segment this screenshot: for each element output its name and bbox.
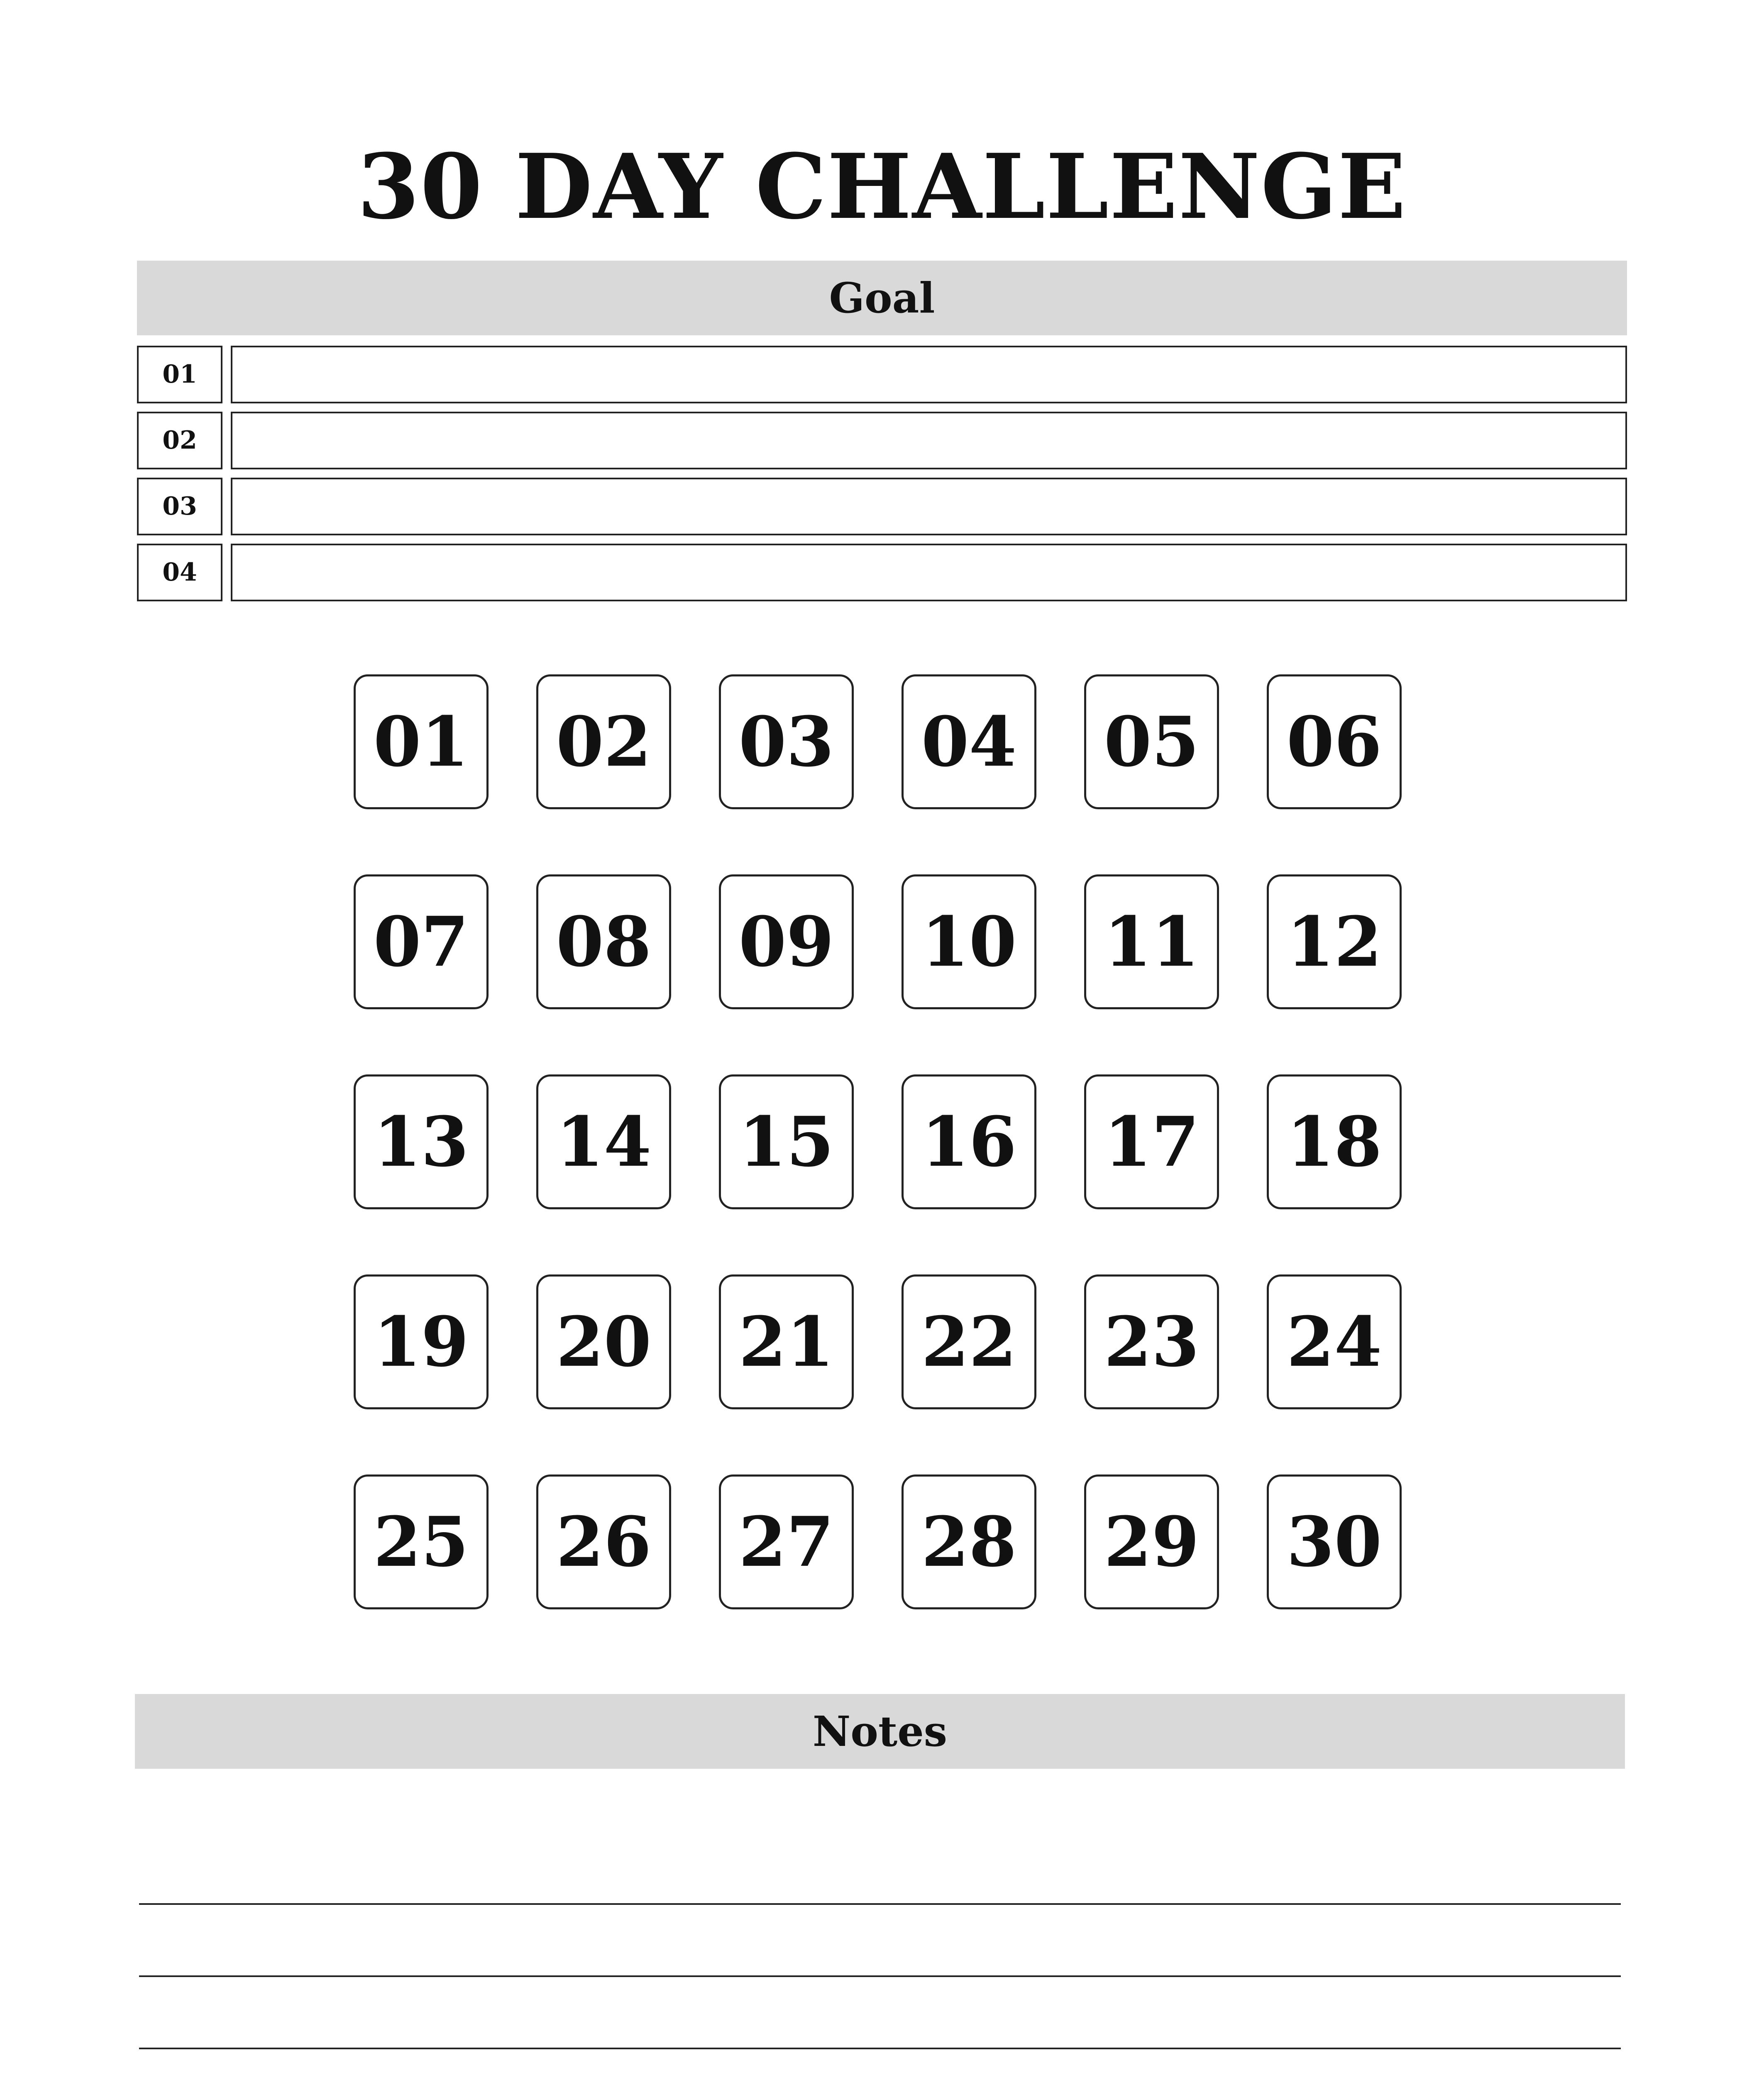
goal-number: 01: [137, 346, 222, 403]
day-box[interactable]: 26: [536, 1474, 671, 1609]
day-box[interactable]: 18: [1267, 1074, 1402, 1209]
day-box[interactable]: 12: [1267, 874, 1402, 1009]
day-box[interactable]: 17: [1084, 1074, 1219, 1209]
day-box[interactable]: 27: [719, 1474, 854, 1609]
day-row: [354, 1274, 1416, 1409]
note-line[interactable]: [139, 1833, 1621, 1905]
day-box[interactable]: 10: [902, 874, 1036, 1009]
day-box[interactable]: 13: [354, 1074, 489, 1209]
day-box[interactable]: 22: [902, 1274, 1036, 1409]
goal-number: 02: [137, 412, 222, 469]
day-row: [354, 874, 1416, 1009]
day-box[interactable]: 11: [1084, 874, 1219, 1009]
day-box[interactable]: 15: [719, 1074, 854, 1209]
day-box[interactable]: 07: [354, 874, 489, 1009]
goal-input[interactable]: [231, 412, 1627, 469]
day-row: [354, 1474, 1416, 1609]
page-title: 30 DAY CHALLENGE: [357, 134, 1407, 239]
note-line[interactable]: [139, 1978, 1621, 2049]
day-box[interactable]: 30: [1267, 1474, 1402, 1609]
goal-number: 03: [137, 478, 222, 535]
day-box[interactable]: 02: [536, 674, 671, 809]
day-box[interactable]: 05: [1084, 674, 1219, 809]
day-box[interactable]: 19: [354, 1274, 489, 1409]
day-box[interactable]: 24: [1267, 1274, 1402, 1409]
day-box[interactable]: 08: [536, 874, 671, 1009]
day-box[interactable]: 03: [719, 674, 854, 809]
goal-input[interactable]: [231, 346, 1627, 403]
day-box[interactable]: 25: [354, 1474, 489, 1609]
day-row: [354, 1074, 1416, 1209]
day-box[interactable]: 14: [536, 1074, 671, 1209]
goal-row: [137, 544, 1627, 603]
notes-header: Notes: [135, 1694, 1625, 1769]
day-grid: [354, 674, 1416, 1675]
goal-row: [137, 478, 1627, 537]
note-line[interactable]: [139, 1906, 1621, 1977]
note-line[interactable]: [139, 2050, 1621, 2075]
goal-input[interactable]: [231, 478, 1627, 535]
goal-row: [137, 412, 1627, 471]
notes-lines: [139, 1833, 1621, 2075]
goal-input[interactable]: [231, 544, 1627, 601]
day-box[interactable]: 01: [354, 674, 489, 809]
goal-list: [137, 346, 1627, 610]
day-box[interactable]: 09: [719, 874, 854, 1009]
day-box[interactable]: 21: [719, 1274, 854, 1409]
day-box[interactable]: 06: [1267, 674, 1402, 809]
day-row: [354, 674, 1416, 809]
goal-row: [137, 346, 1627, 405]
day-box[interactable]: 28: [902, 1474, 1036, 1609]
day-box[interactable]: 16: [902, 1074, 1036, 1209]
day-box[interactable]: 29: [1084, 1474, 1219, 1609]
day-box[interactable]: 04: [902, 674, 1036, 809]
goal-number: 04: [137, 544, 222, 601]
day-box[interactable]: 23: [1084, 1274, 1219, 1409]
day-box[interactable]: 20: [536, 1274, 671, 1409]
goal-header: Goal: [137, 261, 1627, 335]
